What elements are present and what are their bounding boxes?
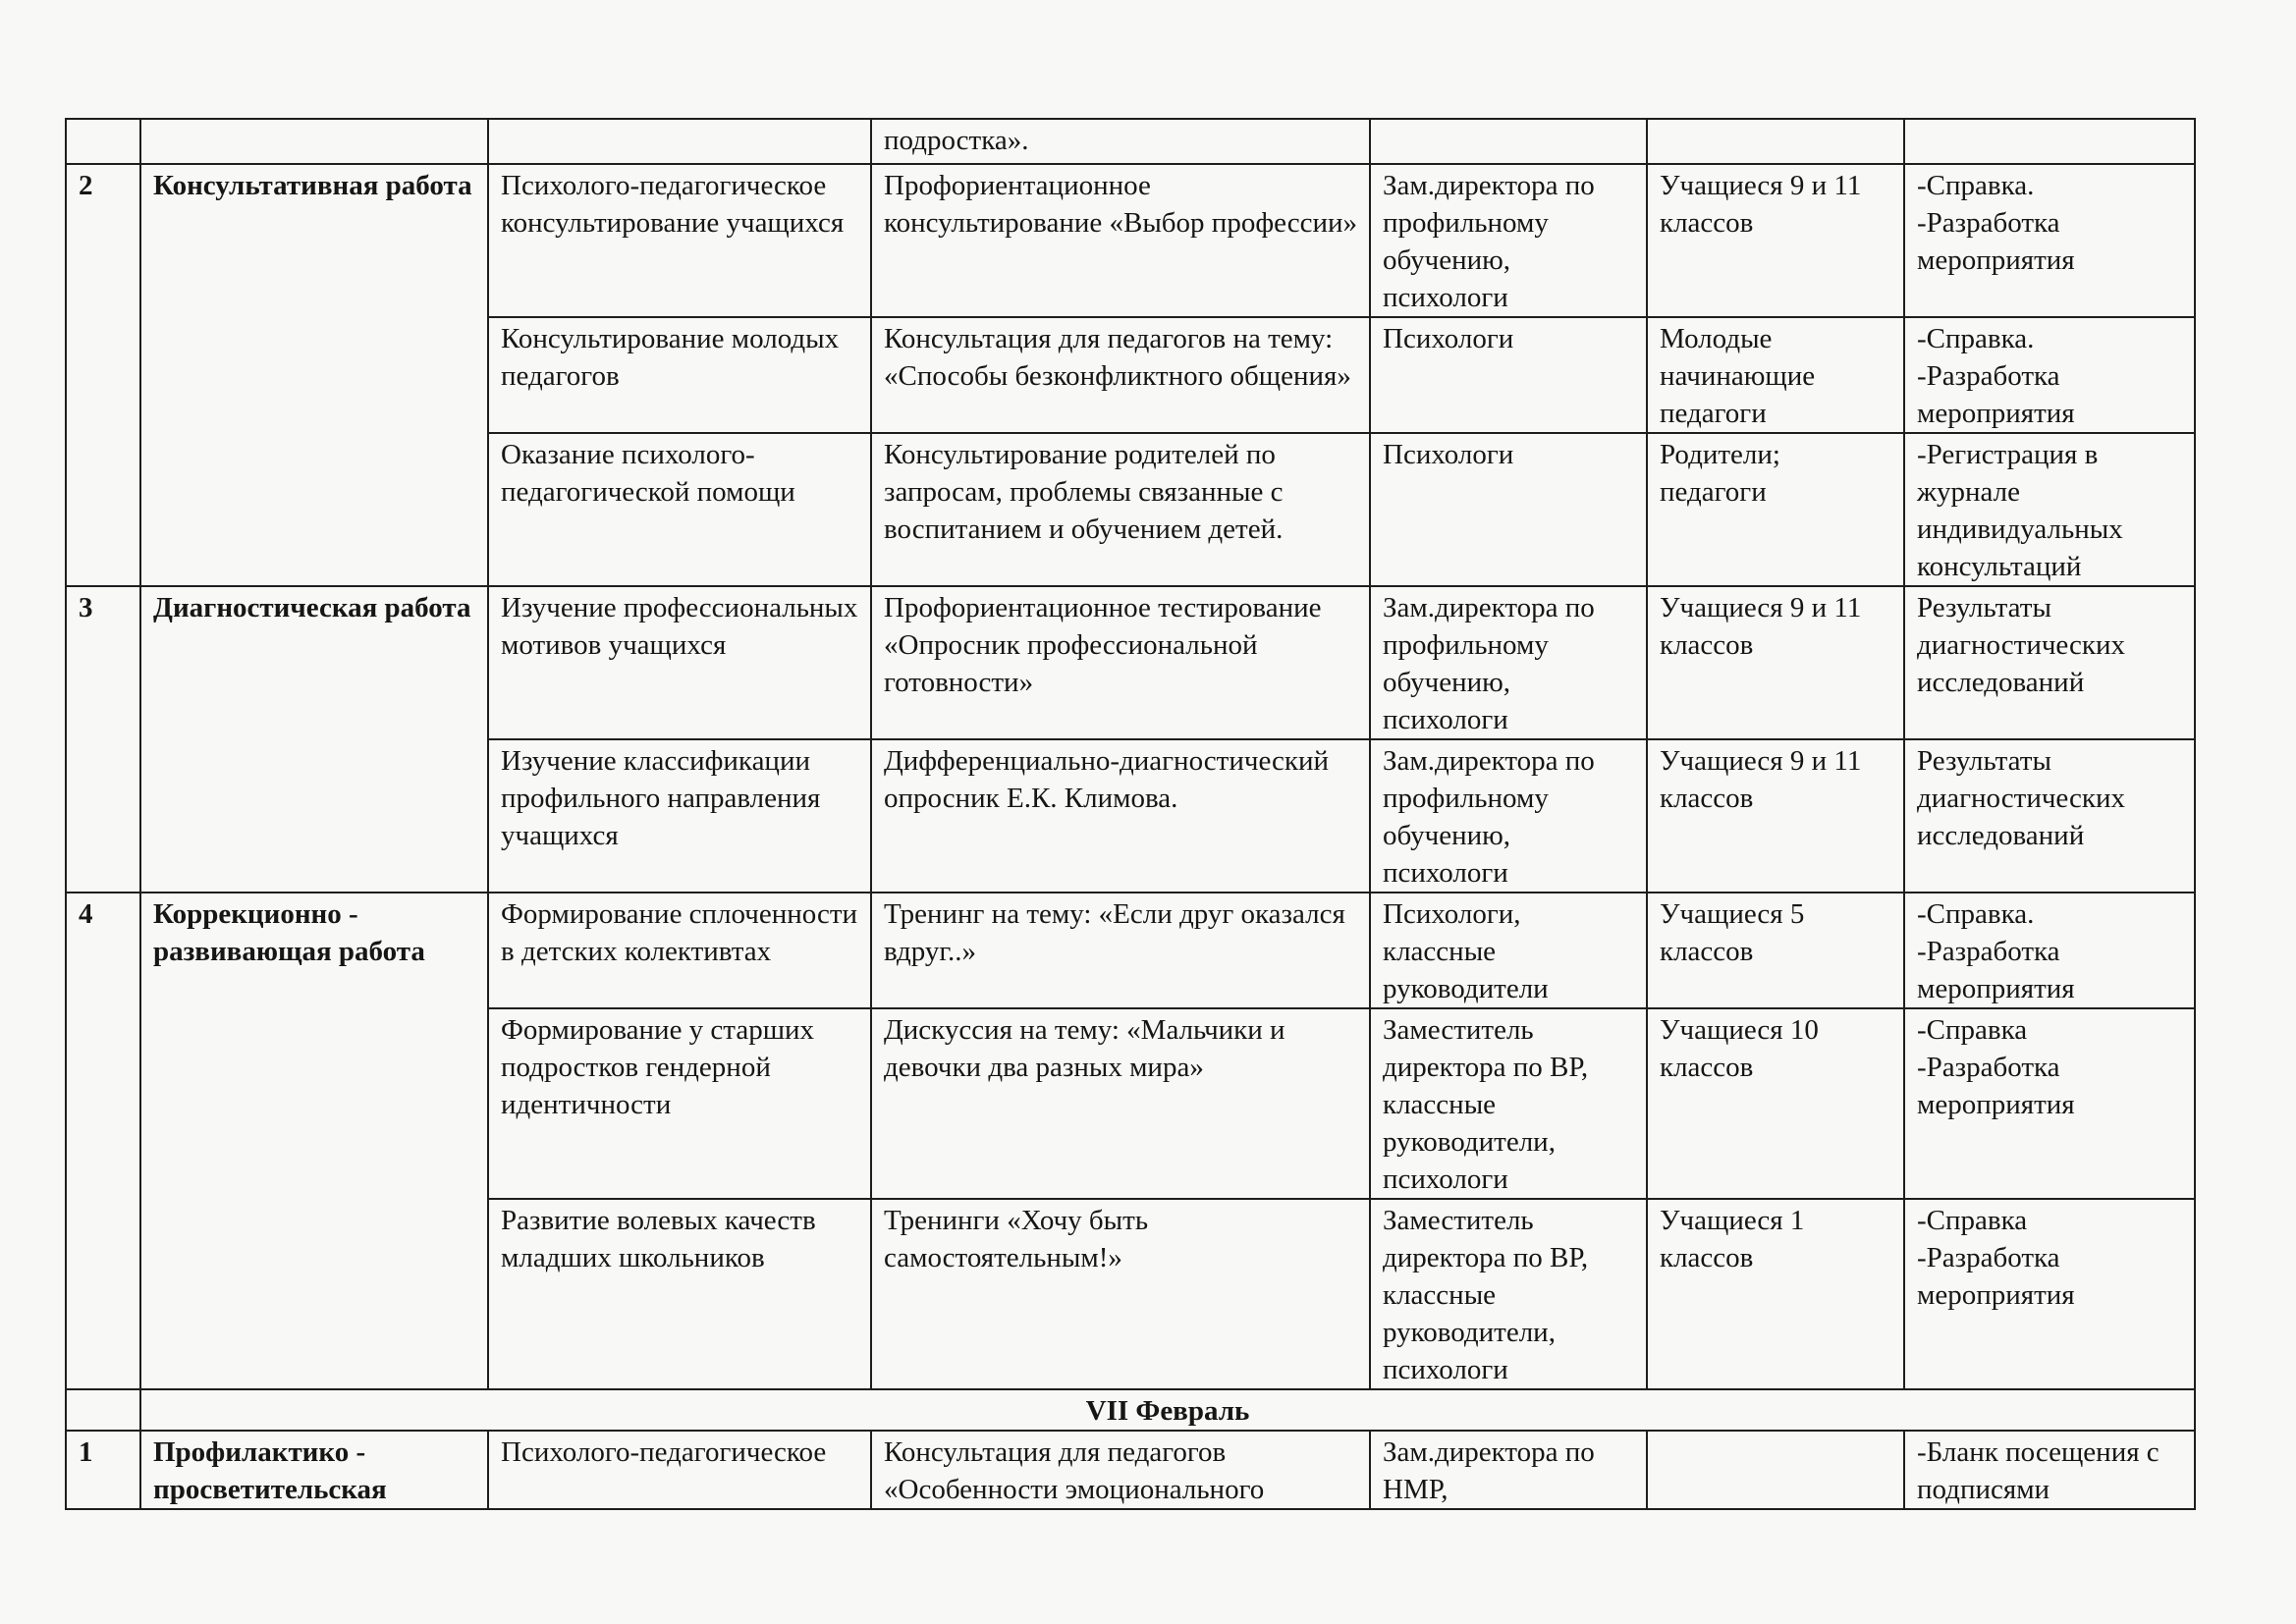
cell-responsible [1370, 119, 1647, 164]
section-title: Коррекционно - развивающая работа [140, 893, 488, 1389]
cell-form: Консультация для педагогов на тему: «Способы безконфликтного общения» [871, 317, 1370, 433]
cell-direction [488, 119, 871, 164]
cell-result: -Справка -Разработка мероприятия [1904, 1199, 2195, 1389]
cell-target [1647, 1431, 1904, 1509]
cell-direction: Изучение профессиональных мотивов учащихся [488, 586, 871, 739]
cell-direction: Психолого-педагогическое консультирование учащихся [488, 164, 871, 317]
cell-section [140, 119, 488, 164]
cell-direction: Формирование у старших подростков гендерной идентичности [488, 1008, 871, 1199]
cell-responsible: Зам.директора по профильному обучению, психологи [1370, 586, 1647, 739]
table-row [66, 586, 2195, 739]
table-row [66, 893, 2195, 1008]
cell-target: Учащиеся 5 классов [1647, 893, 1904, 1008]
cell-direction: Консультирование молодых педагогов [488, 317, 871, 433]
cell-result [1904, 119, 2195, 164]
cell-target: Учащиеся 9 и 11 классов [1647, 164, 1904, 317]
cell-result: Результаты диагностических исследований [1904, 586, 2195, 739]
cell-form: Дифференциально-диагностический опросник Е.К. Климова. [871, 739, 1370, 893]
cell-form: подростка». [871, 119, 1370, 164]
table-row [66, 1431, 2195, 1509]
section-title: Диагностическая работа [140, 586, 488, 893]
cell-responsible: Психологи [1370, 433, 1647, 586]
cell-result: -Бланк посещения с подписями [1904, 1431, 2195, 1509]
section-number: 1 [66, 1431, 140, 1509]
cell-form: Тренинг на тему: «Если друг оказался вдруг..» [871, 893, 1370, 1008]
cell-responsible: Заместитель директора по ВР, классные руководители, психологи [1370, 1199, 1647, 1389]
cell-responsible: Зам.директора по НМР, [1370, 1431, 1647, 1509]
cell-target [1647, 119, 1904, 164]
cell-direction: Формирование сплоченности в детских колективтах [488, 893, 871, 1008]
cell-form: Консультация для педагогов «Особенности эмоционального [871, 1431, 1370, 1509]
cell-result: -Справка. -Разработка мероприятия [1904, 164, 2195, 317]
table-row [66, 119, 2195, 164]
section-number: 3 [66, 586, 140, 893]
cell-responsible: Заместитель директора по ВР, классные руководители, психологи [1370, 1008, 1647, 1199]
cell-form: Дискуссия на тему: «Мальчики и девочки два разных мира» [871, 1008, 1370, 1199]
cell-target: Учащиеся 9 и 11 классов [1647, 586, 1904, 739]
section-title: Консультативная работа [140, 164, 488, 586]
cell-direction: Психолого-педагогическое [488, 1431, 871, 1509]
cell-target: Учащиеся 1 классов [1647, 1199, 1904, 1389]
cell-form: Тренинги «Хочу быть самостоятельным!» [871, 1199, 1370, 1389]
table-row [66, 1389, 2195, 1431]
section-title: Профилактико - просветительская [140, 1431, 488, 1509]
section-number: 4 [66, 893, 140, 1389]
cell-responsible: Психологи [1370, 317, 1647, 433]
cell-result: Результаты диагностических исследований [1904, 739, 2195, 893]
cell-result: -Справка. -Разработка мероприятия [1904, 317, 2195, 433]
table-row [66, 164, 2195, 317]
cell-form: Консультирование родителей по запросам, проблемы связанные с воспитанием и обучением детей. [871, 433, 1370, 586]
cell-direction: Развитие волевых качеств младших школьников [488, 1199, 871, 1389]
cell-target: Молодые начинающие педагоги [1647, 317, 1904, 433]
cell-result: -Справка -Разработка мероприятия [1904, 1008, 2195, 1199]
cell-target: Родители; педагоги [1647, 433, 1904, 586]
cell-direction: Оказание психолого-педагогической помощи [488, 433, 871, 586]
cell-responsible: Психологи, классные руководители [1370, 893, 1647, 1008]
month-heading: VII Февраль [140, 1389, 2195, 1431]
cell-target: Учащиеся 10 классов [1647, 1008, 1904, 1199]
cell-result: -Справка. -Разработка мероприятия [1904, 893, 2195, 1008]
cell-form: Профориентационное тестирование «Опросник профессиональной готовности» [871, 586, 1370, 739]
cell-responsible: Зам.директора по профильному обучению, психологи [1370, 739, 1647, 893]
cell-form: Профориентационное консультирование «Выбор профессии» [871, 164, 1370, 317]
cell-num [66, 1389, 140, 1431]
cell-responsible: Зам.директора по профильному обучению, психологи [1370, 164, 1647, 317]
cell-num [66, 119, 140, 164]
plan-table [65, 118, 2196, 1510]
section-number: 2 [66, 164, 140, 586]
cell-target: Учащиеся 9 и 11 классов [1647, 739, 1904, 893]
cell-direction: Изучение классификации профильного направления учащихся [488, 739, 871, 893]
cell-result: -Регистрация в журнале индивидуальных консультаций [1904, 433, 2195, 586]
